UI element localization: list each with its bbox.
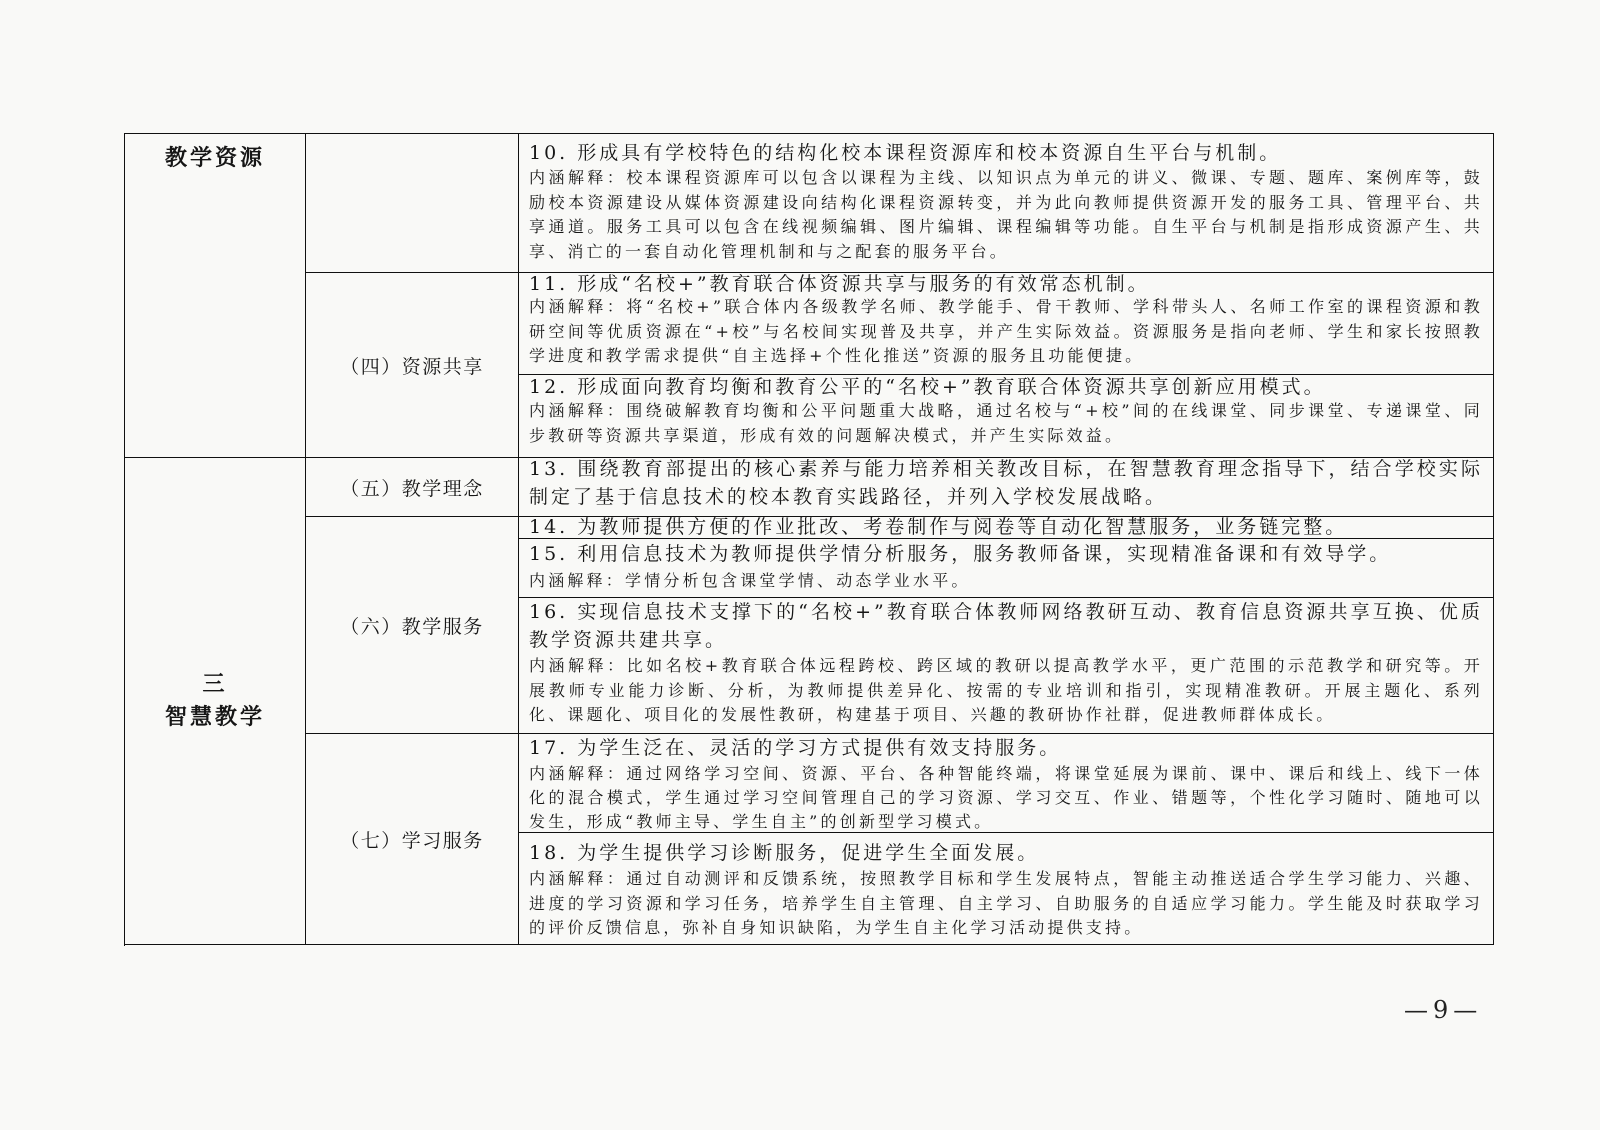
item-note: 内涵解释：通过自动测评和反馈系统，按照教学目标和学生发展特点，智能主动推送适合学生学习能力、兴趣、进度的学习资源和学习任务，培养学生自主管理、自主学习、自助服务的自适应学习能力。学生能及时获取学习的评价反馈信息，弥补自身知识缺陷，为学生自主化学习活动提供支持。 bbox=[529, 869, 1483, 937]
item-cell-11 bbox=[519, 273, 1494, 375]
item-note: 内涵解释：将“名校+”联合体内各级教学名师、教学能手、骨干教师、学科带头人、名师工作室的课程资源和教研空间等优质资源在“+校”与名校间实现普及共享，并产生实际效益。资源服务是指向老师、学生和家长按照教学进度和教学需求提供“自主选择+个性化推送”资源的服务且功能便捷。 bbox=[529, 297, 1483, 365]
subcategory-cell-learning-service bbox=[306, 734, 519, 945]
item-cell-17 bbox=[519, 734, 1494, 833]
page-number: —9— bbox=[1404, 996, 1483, 1024]
subcategory-label: （五）教学理念 bbox=[340, 477, 484, 500]
item-title: 17. 为学生泛在、灵活的学习方式提供有效支持服务。 bbox=[529, 737, 1062, 759]
item-note: 内涵解释：学情分析包含课堂学情、动态学业水平。 bbox=[529, 571, 971, 590]
item-title: 18. 为学生提供学习诊断服务，促进学生全面发展。 bbox=[529, 842, 1040, 864]
item-cell-10 bbox=[519, 134, 1494, 273]
item-title: 15. 利用信息技术为教师提供学情分析服务，服务教师备课，实现精准备课和有效导学。 bbox=[529, 543, 1392, 565]
subcategory-cell-teaching-philosophy bbox=[306, 458, 519, 517]
item-cell-15 bbox=[519, 539, 1494, 598]
subcategory-label: （七）学习服务 bbox=[340, 829, 484, 852]
item-title: 16. 实现信息技术支撑下的“名校+”教育联合体教师网络教研互动、教育信息资源共享互换、优质教学资源共建共享。 bbox=[529, 601, 1483, 651]
category-number: 三 bbox=[202, 671, 228, 697]
subcategory-cell-resource-sharing bbox=[306, 273, 519, 458]
item-note: 内涵解释：校本课程资源库可以包含以课程为主线、以知识点为单元的讲义、微课、专题、题库、案例库等，鼓励校本资源建设从媒体资源建设向结构化课程资源转变，并为此向教师提供资源开发的服务工具、管理平台、共享通道。服务工具可以包含在线视频编辑、图片编辑、课程编辑等功能。自生平台与机制是指形成资源产生、共享、消亡的一套自动化管理机制和与之配套的服务平台。 bbox=[529, 168, 1483, 261]
item-note: 内涵解释：围绕破解教育均衡和公平问题重大战略，通过名校与“+校”间的在线课堂、同步课堂、专递课堂、同步教研等资源共享渠道，形成有效的问题解决模式，并产生实际效益。 bbox=[529, 401, 1483, 445]
category-label: 教学资源 bbox=[164, 145, 265, 171]
subcategory-cell-teaching-service bbox=[306, 517, 519, 734]
category-label: 智慧教学 bbox=[164, 704, 265, 730]
item-title: 11. 形成“名校+”教育联合体资源共享与服务的有效常态机制。 bbox=[529, 273, 1150, 295]
subcategory-label: （四）资源共享 bbox=[340, 355, 484, 378]
item-title: 12. 形成面向教育均衡和教育公平的“名校+”教育联合体资源共享创新应用模式。 bbox=[529, 376, 1326, 398]
item-note: 内涵解释：比如名校+教育联合体远程跨校、跨区域的教研以提高教学水平，更广范围的示范教学和研究等。开展教师专业能力诊断、分析，为教师提供差异化、按需的专业培训和指引，实现精准教研。开展主题化、系列化、课题化、项目化的发展性教研，构建基于项目、兴趣的教研协作社群，促进教师群体成长。 bbox=[529, 656, 1483, 724]
item-cell-12 bbox=[519, 375, 1494, 458]
category-cell-smart-teaching bbox=[125, 458, 306, 945]
item-cell-18 bbox=[519, 833, 1494, 945]
item-cell-13 bbox=[519, 458, 1494, 517]
item-cell-14 bbox=[519, 517, 1494, 539]
item-title: 10. 形成具有学校特色的结构化校本课程资源库和校本资源自生平台与机制。 bbox=[529, 142, 1282, 164]
item-note: 内涵解释：通过网络学习空间、资源、平台、各种智能终端，将课堂延展为课前、课中、课后和线上、线下一体化的混合模式，学生通过学习空间管理自己的学习资源、学习交互、作业、错题等，个性化学习随时、随地可以发生，形成“教师主导、学生自主”的创新型学习模式。 bbox=[529, 764, 1483, 831]
item-title: 14. 为教师提供方便的作业批改、考卷制作与阅卷等自动化智慧服务，业务链完整。 bbox=[529, 516, 1348, 538]
criteria-table bbox=[124, 133, 1494, 946]
item-cell-16 bbox=[519, 598, 1494, 734]
subcategory-cell-empty bbox=[306, 134, 519, 273]
item-title: 13. 围绕教育部提出的核心素养与能力培养相关教改目标，在智慧教育理念指导下，结合学校实际制定了基于信息技术的校本教育实践路径，并列入学校发展战略。 bbox=[529, 458, 1483, 508]
category-cell-teaching-resources bbox=[125, 134, 306, 458]
subcategory-label: （六）教学服务 bbox=[340, 615, 484, 638]
